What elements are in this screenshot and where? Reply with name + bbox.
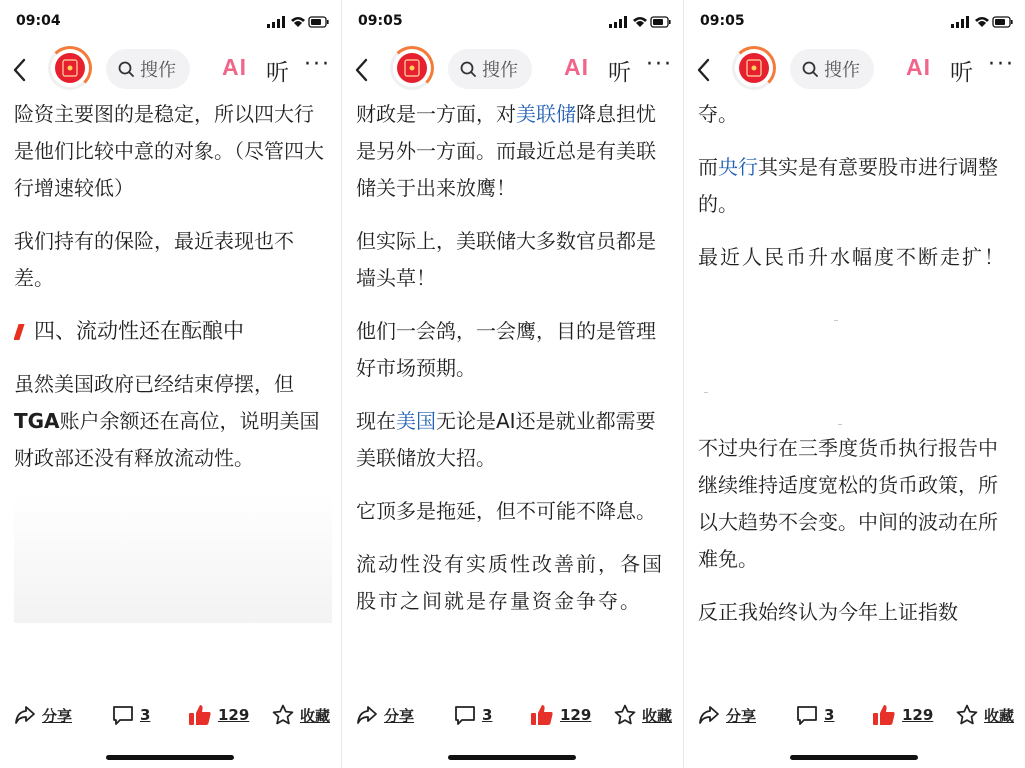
- favorite-label: 收藏: [300, 706, 331, 725]
- faint-mark: [704, 392, 708, 393]
- app-logo-icon[interactable]: [390, 46, 434, 90]
- text-run: 无论是AI还是就业都需要美联储放大招。: [356, 409, 656, 470]
- share-icon: [698, 705, 720, 725]
- blank-image-area: [698, 292, 1016, 430]
- comment-icon: [796, 705, 818, 725]
- status-bar: [16, 12, 329, 32]
- home-indicator[interactable]: [448, 755, 576, 760]
- article-paragraph: 但实际上，美联储大多数官员都是墙头草！: [356, 229, 656, 290]
- more-button[interactable]: ···: [646, 52, 673, 77]
- share-label: 分享: [384, 706, 415, 725]
- favorite-label: 收藏: [984, 706, 1015, 725]
- text-run: 虽然美国政府已经结束停摆，但: [14, 372, 294, 396]
- action-bar: [684, 700, 1025, 730]
- faded-image-placeholder: [14, 493, 332, 623]
- article-paragraph: 最近人民币升水幅度不断走扩！: [698, 245, 1006, 269]
- comment-count: 3: [824, 706, 835, 724]
- ai-button[interactable]: AI: [906, 54, 931, 80]
- article-paragraph: 他们一会鸽，一会鹰，目的是管理好市场预期。: [356, 319, 656, 380]
- comment-button[interactable]: [112, 700, 150, 730]
- article-paragraph: 险资主要图的是稳定，所以四大行是他们比较中意的对象。（尽管四大行增速较低）: [14, 102, 324, 200]
- text-run-bold: TGA: [14, 409, 60, 433]
- share-label: 分享: [726, 706, 757, 725]
- article-panel-2: [342, 0, 683, 768]
- listen-button[interactable]: 听: [608, 60, 631, 86]
- star-icon: [614, 704, 636, 726]
- search-icon: [118, 61, 134, 77]
- like-count: 129: [218, 706, 250, 724]
- ai-button[interactable]: AI: [222, 54, 247, 80]
- like-button[interactable]: [188, 700, 249, 730]
- status-icons: [267, 15, 329, 29]
- like-button[interactable]: [872, 700, 933, 730]
- action-bar: [0, 700, 341, 730]
- nav-bar: [0, 46, 341, 94]
- search-bar[interactable]: [790, 49, 874, 89]
- faint-mark: [834, 320, 838, 321]
- home-indicator[interactable]: [790, 755, 918, 760]
- action-bar: [342, 700, 683, 730]
- status-bar: [358, 12, 671, 32]
- nav-bar: [342, 46, 683, 94]
- status-time: 09:05: [700, 13, 745, 29]
- article-paragraph: [698, 149, 1016, 223]
- article-body: [698, 96, 1016, 692]
- text-run: 降息担忧是另外一方面。而最近总是有美联储关于出来放鹰！: [356, 102, 656, 200]
- article-paragraph: [356, 403, 674, 477]
- search-bar[interactable]: [106, 49, 190, 89]
- listen-button[interactable]: 听: [266, 60, 289, 86]
- favorite-button[interactable]: [956, 700, 1014, 730]
- status-icons: [951, 15, 1013, 29]
- search-icon: [802, 61, 818, 77]
- share-icon: [356, 705, 378, 725]
- share-button[interactable]: [14, 700, 72, 730]
- app-logo-icon[interactable]: [732, 46, 776, 90]
- chevron-left-icon[interactable]: [352, 56, 372, 84]
- home-indicator[interactable]: [106, 755, 234, 760]
- chevron-left-icon[interactable]: [10, 56, 30, 84]
- listen-button[interactable]: 听: [950, 60, 973, 86]
- status-time: 09:04: [16, 13, 61, 29]
- text-run: 而: [698, 155, 718, 179]
- ai-button[interactable]: AI: [564, 54, 589, 80]
- comment-count: 3: [482, 706, 493, 724]
- comment-button[interactable]: [796, 700, 834, 730]
- thumbs-up-icon: [872, 704, 896, 726]
- comment-icon: [112, 705, 134, 725]
- section-heading: [14, 313, 332, 350]
- text-run: 其实是有意要股市进行调整的。: [698, 155, 998, 216]
- section-mark: [14, 324, 25, 340]
- article-paragraph: 它顶多是拖延，但不可能不降息。: [356, 499, 656, 523]
- article-body: [14, 96, 332, 692]
- share-label: 分享: [42, 706, 73, 725]
- search-placeholder: 搜作: [824, 60, 860, 81]
- more-button[interactable]: ···: [304, 52, 331, 77]
- text-run: 账户余额还在高位，说明美国财政部还没有释放流动性。: [14, 409, 320, 470]
- faint-mark: [838, 424, 842, 425]
- status-icons: [609, 15, 671, 29]
- share-icon: [14, 705, 36, 725]
- article-panel-3: [684, 0, 1025, 768]
- app-logo-icon[interactable]: [48, 46, 92, 90]
- article-body: [356, 96, 674, 692]
- article-panel-1: [0, 0, 341, 768]
- star-icon: [272, 704, 294, 726]
- search-bar[interactable]: [448, 49, 532, 89]
- nav-bar: [684, 46, 1025, 94]
- text-run: 财政是一方面，对: [356, 102, 516, 126]
- comment-count: 3: [140, 706, 151, 724]
- keyword-link[interactable]: 美联储: [516, 102, 576, 126]
- like-count: 129: [902, 706, 934, 724]
- share-button[interactable]: [356, 700, 414, 730]
- chevron-left-icon[interactable]: [694, 56, 714, 84]
- comment-icon: [454, 705, 476, 725]
- article-paragraph: [14, 366, 332, 477]
- search-placeholder: 搜作: [482, 60, 518, 81]
- star-icon: [956, 704, 978, 726]
- thumbs-up-icon: [188, 704, 212, 726]
- favorite-button[interactable]: [614, 700, 672, 730]
- favorite-button[interactable]: [272, 700, 330, 730]
- like-count: 129: [560, 706, 592, 724]
- article-paragraph: 夺。: [698, 102, 738, 126]
- article-paragraph: 流动性没有实质性改善前，各国股市之间就是存量资金争夺。: [356, 552, 664, 613]
- status-bar: [700, 12, 1013, 32]
- keyword-link[interactable]: 美国: [396, 409, 436, 433]
- article-paragraph: 我们持有的保险，最近表现也不差。: [14, 229, 294, 290]
- text-run: 现在: [356, 409, 396, 433]
- favorite-label: 收藏: [642, 706, 673, 725]
- keyword-link[interactable]: 央行: [718, 155, 758, 179]
- article-paragraph: [356, 96, 674, 207]
- thumbs-up-icon: [530, 704, 554, 726]
- search-icon: [460, 61, 476, 77]
- article-paragraph: 反正我始终认为今年上证指数: [698, 600, 958, 624]
- more-button[interactable]: ···: [988, 52, 1015, 77]
- section-title: 四、流动性还在酝酿中: [34, 319, 244, 343]
- status-time: 09:05: [358, 13, 403, 29]
- like-button[interactable]: [530, 700, 591, 730]
- article-paragraph: 不过央行在三季度货币执行报告中继续维持适度宽松的货币政策，所以大趋势不会变。中间的波动在所难免。: [698, 436, 998, 571]
- search-placeholder: 搜作: [140, 60, 176, 81]
- comment-button[interactable]: [454, 700, 492, 730]
- share-button[interactable]: [698, 700, 756, 730]
